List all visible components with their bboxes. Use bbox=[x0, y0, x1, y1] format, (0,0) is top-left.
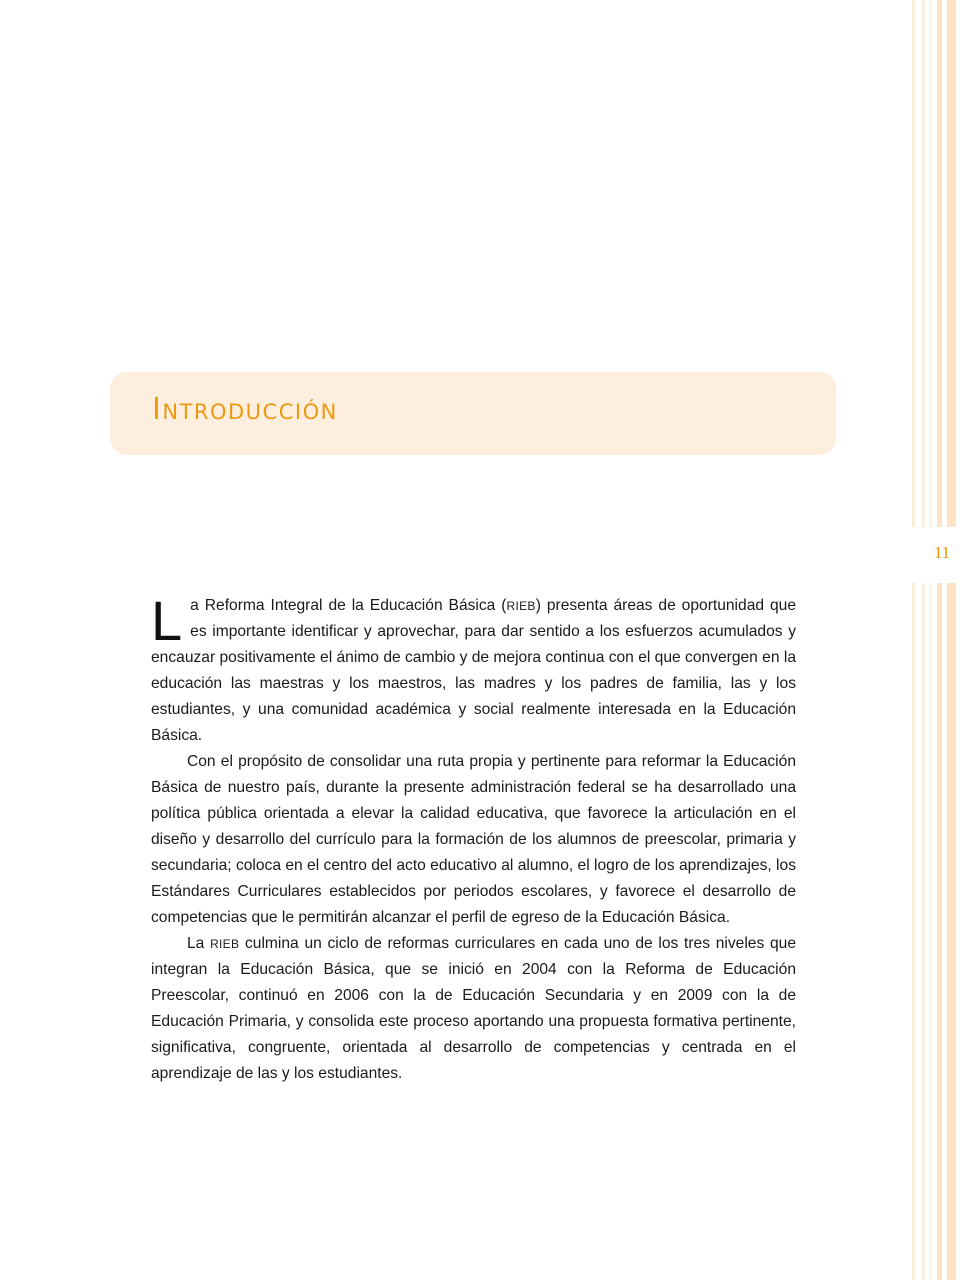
stripe bbox=[922, 583, 925, 1280]
drop-cap: L bbox=[151, 589, 183, 652]
paragraph-3-text-b: culmina un ciclo de reformas curriculares en cada uno de los tres niveles que integran la Educación Básica, que se inició en 2004 con la Reforma de Educación Preescolar, continuó en 2006 con la de Educación Secundaria y en 2009 con la de Educación Primaria, y consolida este proceso aportando una propuesta formativa pertinente, significativa, congruente, orientada al desarrollo de competencias y centrada en el aprendizaje de las y los estudiantes. bbox=[151, 935, 796, 1082]
page-number: 11 bbox=[933, 543, 951, 562]
paragraph-1-text-b: ) presenta áreas de oportunidad que es importante identificar y aprovechar, para dar sentido a los esfuerzos acumulados y encauzar positivamente el ánimo de cambio y de mejora continua con el que convergen en la educación las maestras y los maestros, las madres y los padres de familia, las y los estudiantes, y una comunidad académica y social realmente interesada en la Educación Básica. bbox=[151, 597, 796, 744]
body-text bbox=[151, 589, 796, 1087]
stripe bbox=[947, 583, 956, 1280]
decorative-stripes bbox=[912, 0, 972, 1280]
paragraph-3 bbox=[151, 931, 796, 1087]
paragraph-1-text-a: a Reforma Integral de la Educación Básica ( bbox=[190, 597, 507, 614]
abbreviation-rieb: RIEB bbox=[210, 937, 240, 951]
stripe bbox=[912, 583, 915, 1280]
stripe bbox=[937, 583, 942, 1280]
stripe bbox=[947, 0, 956, 527]
paragraph-2: Con el propósito de consolidar una ruta propia y pertinente para reformar la Educación Básica de nuestro país, durante la presente administración federal se ha desarrollado una política pública orientada a elevar la calidad educativa, que favorece la articulación en el diseño y desarrollo del currículo para la formación de los alumnos de preescolar, primaria y secundaria; coloca en el centro del acto educativo al alumno, el logro de los aprendizajes, los Estándares Curriculares establecidos por periodos escolares, y favorece el desarrollo de competencias que le permitirán alcanzar el perfil de egreso de la Educación Básica. bbox=[151, 753, 796, 926]
paragraph-1 bbox=[151, 589, 796, 749]
paragraph-3-text-a: La bbox=[187, 935, 211, 952]
section-title: Introducción bbox=[152, 392, 338, 427]
stripe bbox=[937, 0, 942, 527]
section-heading-card bbox=[110, 372, 836, 455]
stripe bbox=[929, 583, 932, 1280]
abbreviation-rieb: RIEB bbox=[506, 599, 536, 613]
stripe bbox=[929, 0, 932, 527]
stripe bbox=[922, 0, 925, 527]
stripe bbox=[912, 0, 915, 527]
